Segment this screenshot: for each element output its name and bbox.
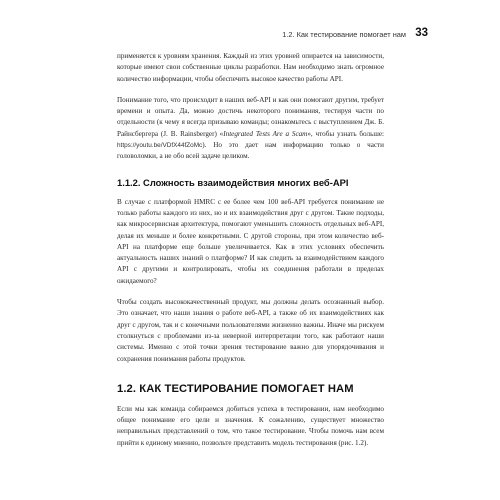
paragraph-2-text-c: ). Но это дает нам информацию только о части головоломки, а не обо всей задаче целиком. xyxy=(117,141,384,161)
paragraph-2-text-b: », чтобы узнать больше: xyxy=(307,129,384,138)
cited-talk-title: Integrated Tests Are a Scam xyxy=(223,129,308,138)
paragraph-3: В случае с платформой HMRC с ее более чем 100 веб-API требуется понимание не только работы каждого из них, но и их взаимодействия друг с другом. Такие подходы, как микросервисная архитектура, помогают уменьшить сложность отдельных веб-API, делая их меньше и более конкретными. С другой стороны, при этом количество веб-API на платформе еще больше увеличивается. Как в этих условиях обеспечить актуальность наших знаний о платформе? И как следить за взаимодействием каждого API с другими и контролировать, чтобы их соединения работали в пределах ожидаемого? xyxy=(117,197,384,285)
page-number: 33 xyxy=(415,27,428,39)
page-content xyxy=(117,51,384,459)
running-header-title: 1.2. Как тестирование помогает нам xyxy=(282,30,406,39)
paragraph-4: Чтобы создать высококачественный продукт, мы должны делать осознанный выбор. Это означает, что наши знания о работе веб-API, а также об их взаимодействиях как друг с другом, так и с конечными пользователями жизненно важны. Иначе мы рискуем столкнуться с проблемами из-за неверной интерпретации того, как работают наши системы. Именно с этой точки зрения тестирование важно для упорядочивания и сохранения понимания работы продуктов. xyxy=(117,298,384,363)
paragraph-2 xyxy=(117,95,384,163)
section-heading: 1.1.2. Сложность взаимодействия многих веб-API xyxy=(117,176,349,188)
video-link[interactable]: https://youtu.be/VDfX44fZoMc xyxy=(117,142,203,150)
paragraph-1: применяется к уровням хранения. Каждый из этих уровней опирается на зависимости, которые имеют свои собственные циклы разработки. Нам необходимо знать огромное количество информации, чтобы обеспечить высокое качество работы API. xyxy=(117,52,384,83)
paragraph-2-text-a: Понимание того, что происходит в наших веб-API и как они помогают другим, требует времени и опыта. Да, можно достичь некоторого понимания, тестируя части по отдельности (к чему я всегда призываю команды; ознакомьтесь с выступлением Дж. Б. Райнсбергера (J. B. Rainsberger) « xyxy=(117,95,384,138)
chapter-section-heading: 1.2. КАК ТЕСТИРОВАНИЕ ПОМОГАЕТ НАМ xyxy=(117,382,354,395)
paragraph-5: Если мы как команда собираемся добиться успеха в тестировании, нам необходимо общее понимание его цели и значения. К сожалению, существует множество неправильных представлений о том, что такое тестирование. Чтобы помочь нам всем прийти к единому мнению, позвольте представить модель тестирования (рис. 1.2). xyxy=(117,404,384,447)
